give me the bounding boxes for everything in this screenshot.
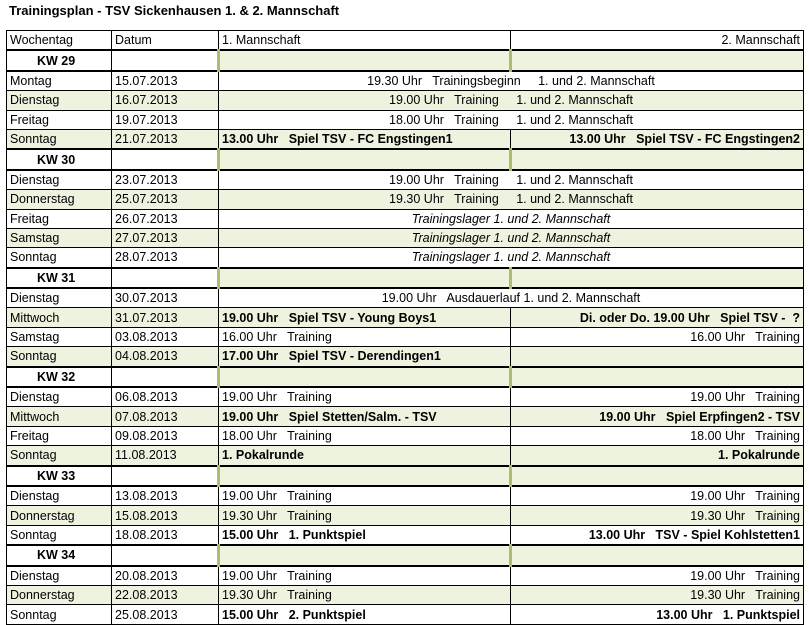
team2-cell: 16.00 Uhr Training xyxy=(511,327,804,346)
day-cell: Donnerstag xyxy=(7,506,112,525)
table-row xyxy=(7,71,804,91)
date-cell: 15.07.2013 xyxy=(112,71,219,91)
date-cell: 18.08.2013 xyxy=(112,525,219,545)
week-spacer xyxy=(511,466,804,486)
day-cell: Freitag xyxy=(7,209,112,228)
week-row xyxy=(7,367,804,387)
week-spacer xyxy=(112,149,219,169)
day-cell: Freitag xyxy=(7,426,112,445)
week-spacer xyxy=(511,545,804,565)
day-cell: Sonntag xyxy=(7,605,112,624)
date-cell: 03.08.2013 xyxy=(112,327,219,346)
team2-cell xyxy=(511,347,804,367)
day-cell: Dienstag xyxy=(7,486,112,506)
week-row xyxy=(7,268,804,288)
table-row xyxy=(7,426,804,445)
team2-cell: Di. oder Do. 19.00 Uhr Spiel TSV - ? xyxy=(511,308,804,327)
week-label: KW 31 xyxy=(7,268,112,288)
week-spacer xyxy=(219,149,511,169)
joint-entry-cell: 19.30 Uhr Training 1. und 2. Mannschaft xyxy=(219,190,804,209)
header-date: Datum xyxy=(112,31,219,51)
header-team1: 1. Mannschaft xyxy=(219,31,511,51)
table-row xyxy=(7,209,804,228)
team1-cell: 19.00 Uhr Training xyxy=(219,566,511,586)
table-row xyxy=(7,387,804,407)
team2-cell: 19.00 Uhr Training xyxy=(511,387,804,407)
day-cell: Dienstag xyxy=(7,91,112,110)
table-row xyxy=(7,190,804,209)
table-row xyxy=(7,446,804,466)
day-cell: Donnerstag xyxy=(7,190,112,209)
team1-cell: 15.00 Uhr 2. Punktspiel xyxy=(219,605,511,624)
joint-entry-cell: Trainingslager 1. und 2. Mannschaft xyxy=(219,248,804,268)
day-cell: Freitag xyxy=(7,110,112,129)
week-spacer xyxy=(112,268,219,288)
date-cell: 20.08.2013 xyxy=(112,566,219,586)
table-row xyxy=(7,288,804,308)
date-cell: 04.08.2013 xyxy=(112,347,219,367)
team1-cell: 19.00 Uhr Spiel Stetten/Salm. - TSV xyxy=(219,407,511,426)
week-label: KW 30 xyxy=(7,149,112,169)
week-spacer xyxy=(219,545,511,565)
table-row xyxy=(7,129,804,149)
table-row xyxy=(7,308,804,327)
week-label: KW 29 xyxy=(7,50,112,70)
date-cell: 26.07.2013 xyxy=(112,209,219,228)
date-cell: 06.08.2013 xyxy=(112,387,219,407)
joint-entry-cell: 19.00 Uhr Training 1. und 2. Mannschaft xyxy=(219,91,804,110)
date-cell: 31.07.2013 xyxy=(112,308,219,327)
training-schedule-table xyxy=(6,30,804,625)
day-cell: Samstag xyxy=(7,228,112,247)
header-day: Wochentag xyxy=(7,31,112,51)
table-row xyxy=(7,327,804,346)
team1-cell: 13.00 Uhr Spiel TSV - FC Engstingen1 xyxy=(219,129,511,149)
team2-cell: 19.30 Uhr Training xyxy=(511,506,804,525)
day-cell: Samstag xyxy=(7,327,112,346)
table-row xyxy=(7,248,804,268)
week-spacer xyxy=(219,367,511,387)
team2-cell: 13.00 Uhr TSV - Spiel Kohlstetten1 xyxy=(511,525,804,545)
day-cell: Sonntag xyxy=(7,129,112,149)
team1-cell: 17.00 Uhr Spiel TSV - Derendingen1 xyxy=(219,347,511,367)
day-cell: Montag xyxy=(7,71,112,91)
table-row xyxy=(7,506,804,525)
team1-cell: 18.00 Uhr Training xyxy=(219,426,511,445)
table-row xyxy=(7,566,804,586)
week-spacer xyxy=(112,466,219,486)
team1-cell: 1. Pokalrunde xyxy=(219,446,511,466)
team2-cell: 13.00 Uhr 1. Punktspiel xyxy=(511,605,804,624)
table-row xyxy=(7,91,804,110)
page-title: Trainingsplan - TSV Sickenhausen 1. & 2. Mannschaft xyxy=(9,3,340,18)
table-row xyxy=(7,486,804,506)
week-spacer xyxy=(219,50,511,70)
day-cell: Sonntag xyxy=(7,248,112,268)
day-cell: Donnerstag xyxy=(7,585,112,604)
team1-cell: 19.30 Uhr Training xyxy=(219,585,511,604)
date-cell: 15.08.2013 xyxy=(112,506,219,525)
date-cell: 30.07.2013 xyxy=(112,288,219,308)
table-row xyxy=(7,585,804,604)
week-spacer xyxy=(112,545,219,565)
date-cell: 23.07.2013 xyxy=(112,170,219,190)
team2-cell: 19.00 Uhr Training xyxy=(511,486,804,506)
team2-cell: 13.00 Uhr Spiel TSV - FC Engstingen2 xyxy=(511,129,804,149)
joint-entry-cell: 19.00 Uhr Ausdauerlauf 1. und 2. Mannschaft xyxy=(219,288,804,308)
team1-cell: 19.00 Uhr Spiel TSV - Young Boys1 xyxy=(219,308,511,327)
team1-cell: 15.00 Uhr 1. Punktspiel xyxy=(219,525,511,545)
day-cell: Sonntag xyxy=(7,525,112,545)
table-row xyxy=(7,228,804,247)
joint-entry-cell: 18.00 Uhr Training 1. und 2. Mannschaft xyxy=(219,110,804,129)
week-label: KW 33 xyxy=(7,466,112,486)
team1-cell: 19.00 Uhr Training xyxy=(219,387,511,407)
team2-cell: 19.30 Uhr Training xyxy=(511,585,804,604)
date-cell: 22.08.2013 xyxy=(112,585,219,604)
week-spacer xyxy=(511,149,804,169)
week-label: KW 32 xyxy=(7,367,112,387)
joint-entry-cell: Trainingslager 1. und 2. Mannschaft xyxy=(219,209,804,228)
team2-cell: 19.00 Uhr Training xyxy=(511,566,804,586)
week-row xyxy=(7,149,804,169)
team1-cell: 19.00 Uhr Training xyxy=(219,486,511,506)
table-row xyxy=(7,407,804,426)
table-row xyxy=(7,347,804,367)
table-row xyxy=(7,525,804,545)
week-spacer xyxy=(511,268,804,288)
team2-cell: 19.00 Uhr Spiel Erpfingen2 - TSV xyxy=(511,407,804,426)
date-cell: 11.08.2013 xyxy=(112,446,219,466)
week-spacer xyxy=(219,466,511,486)
week-row xyxy=(7,545,804,565)
header-team2: 2. Mannschaft xyxy=(511,31,804,51)
date-cell: 27.07.2013 xyxy=(112,228,219,247)
week-label: KW 34 xyxy=(7,545,112,565)
date-cell: 28.07.2013 xyxy=(112,248,219,268)
day-cell: Mittwoch xyxy=(7,308,112,327)
date-cell: 21.07.2013 xyxy=(112,129,219,149)
day-cell: Dienstag xyxy=(7,170,112,190)
day-cell: Sonntag xyxy=(7,347,112,367)
week-spacer xyxy=(112,50,219,70)
day-cell: Mittwoch xyxy=(7,407,112,426)
date-cell: 25.08.2013 xyxy=(112,605,219,624)
week-spacer xyxy=(112,367,219,387)
team2-cell: 1. Pokalrunde xyxy=(511,446,804,466)
table-row xyxy=(7,170,804,190)
week-row xyxy=(7,466,804,486)
team2-cell: 18.00 Uhr Training xyxy=(511,426,804,445)
table-row xyxy=(7,110,804,129)
day-cell: Dienstag xyxy=(7,566,112,586)
date-cell: 13.08.2013 xyxy=(112,486,219,506)
team1-cell: 19.30 Uhr Training xyxy=(219,506,511,525)
date-cell: 19.07.2013 xyxy=(112,110,219,129)
table-header-row xyxy=(7,31,804,51)
team1-cell: 16.00 Uhr Training xyxy=(219,327,511,346)
joint-entry-cell: 19.30 Uhr Trainingsbeginn 1. und 2. Mannschaft xyxy=(219,71,804,91)
joint-entry-cell: 19.00 Uhr Training 1. und 2. Mannschaft xyxy=(219,170,804,190)
day-cell: Sonntag xyxy=(7,446,112,466)
date-cell: 25.07.2013 xyxy=(112,190,219,209)
table-row xyxy=(7,605,804,624)
joint-entry-cell: Trainingslager 1. und 2. Mannschaft xyxy=(219,228,804,247)
week-spacer xyxy=(219,268,511,288)
date-cell: 16.07.2013 xyxy=(112,91,219,110)
date-cell: 07.08.2013 xyxy=(112,407,219,426)
week-spacer xyxy=(511,367,804,387)
day-cell: Dienstag xyxy=(7,387,112,407)
week-row xyxy=(7,50,804,70)
date-cell: 09.08.2013 xyxy=(112,426,219,445)
day-cell: Dienstag xyxy=(7,288,112,308)
week-spacer xyxy=(511,50,804,70)
